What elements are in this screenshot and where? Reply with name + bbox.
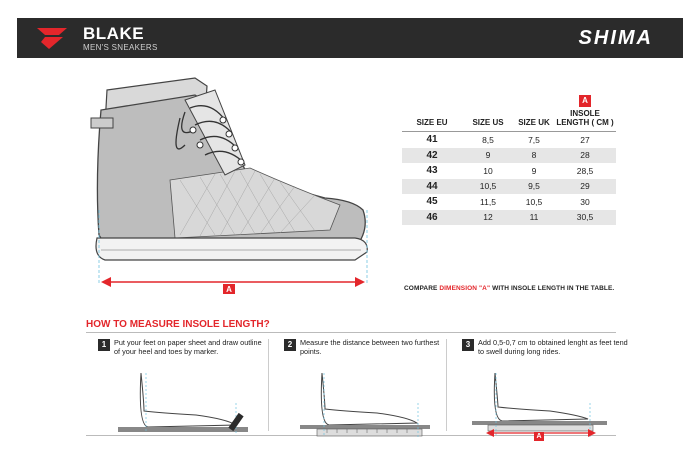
- table-body: [402, 132, 616, 225]
- header-insole-label: INSOLE LENGTH ( CM ): [556, 108, 614, 127]
- compare-highlight: DIMENSION "A": [439, 285, 491, 292]
- ruler-icon: [317, 429, 422, 436]
- step-text: Put your feet on paper sheet and draw outline of your heel and toes by marker.: [114, 338, 262, 357]
- foot-ruler-illustration: [272, 363, 444, 437]
- cell-us: 9: [485, 150, 491, 161]
- compare-suffix: WITH INSOLE LENGTH IN THE TABLE.: [490, 285, 615, 292]
- cell-eu: 41: [426, 134, 438, 146]
- foot-allowance-illustration: [450, 363, 616, 437]
- cell-us: 11,5: [480, 196, 496, 207]
- cell-insole: 28: [580, 150, 590, 161]
- howto-step-2: [272, 333, 444, 437]
- shoe-illustration: [85, 70, 375, 300]
- cell-insole: 28,5: [576, 165, 594, 176]
- cell-insole: 27: [580, 134, 590, 145]
- product-title: BLAKE: [83, 24, 145, 43]
- cell-eu: 46: [426, 211, 438, 223]
- cell-insole: 30,5: [576, 212, 594, 223]
- step-divider: [268, 339, 269, 431]
- step-text: Measure the distance between two furthest points.: [300, 338, 440, 357]
- step-text: Add 0,5-0,7 cm to obtained lenght as feet tend to swell during long rides.: [478, 338, 628, 357]
- cell-uk: 9,5: [528, 181, 540, 192]
- header-size-uk: SIZE UK: [518, 117, 550, 127]
- product-subtitle: MEN'S SNEAKERS: [83, 43, 158, 52]
- step-number: 1: [98, 339, 110, 351]
- cell-eu: 44: [426, 180, 438, 192]
- cell-us: 10,5: [479, 181, 497, 192]
- header-size-eu: SIZE EU: [416, 117, 448, 127]
- header-bar: [17, 18, 683, 58]
- table-row: [402, 132, 616, 148]
- cell-insole: 30: [580, 196, 590, 207]
- step-number: 3: [462, 339, 474, 351]
- compare-prefix: COMPARE: [404, 285, 440, 292]
- header-size-us: SIZE US: [472, 117, 504, 127]
- dimension-a-label: A: [226, 285, 232, 294]
- cell-uk: 8: [531, 150, 537, 161]
- cell-uk: 9: [531, 165, 537, 176]
- table-row: [402, 148, 616, 164]
- shima-logo-icon: [37, 26, 67, 50]
- cell-uk: 10,5: [525, 196, 543, 207]
- compare-note: [404, 285, 614, 292]
- step-number: 2: [284, 339, 296, 351]
- table-row: [402, 163, 616, 179]
- howto-panel: [86, 332, 628, 440]
- cell-us: 8,5: [482, 134, 494, 145]
- cell-insole: 29: [580, 181, 590, 192]
- table-row: [402, 194, 616, 210]
- cell-eu: 43: [426, 165, 438, 177]
- cell-eu: 45: [426, 196, 438, 208]
- table-row: [402, 179, 616, 195]
- cell-eu: 42: [426, 149, 438, 161]
- table-row: [402, 210, 616, 226]
- cell-uk: 7,5: [528, 134, 540, 145]
- howto-step-1: [86, 333, 264, 437]
- insole-a-badge: A: [579, 95, 591, 107]
- step-divider: [446, 339, 447, 431]
- size-table: [402, 82, 616, 225]
- step3-dimension-a-label: A: [534, 432, 544, 441]
- foot-marker-illustration: [86, 363, 264, 437]
- header-insole-length: [554, 95, 616, 127]
- cell-uk: 11: [529, 212, 539, 223]
- sneaker-drawing: [85, 70, 375, 300]
- howto-step-3: [450, 333, 628, 440]
- table-header: [402, 82, 616, 132]
- howto-title: HOW TO MEASURE INSOLE LENGTH?: [86, 319, 270, 330]
- cell-us: 10: [483, 165, 493, 176]
- brand-logo-text: SHIMA: [578, 27, 653, 49]
- cell-us: 12: [483, 212, 493, 223]
